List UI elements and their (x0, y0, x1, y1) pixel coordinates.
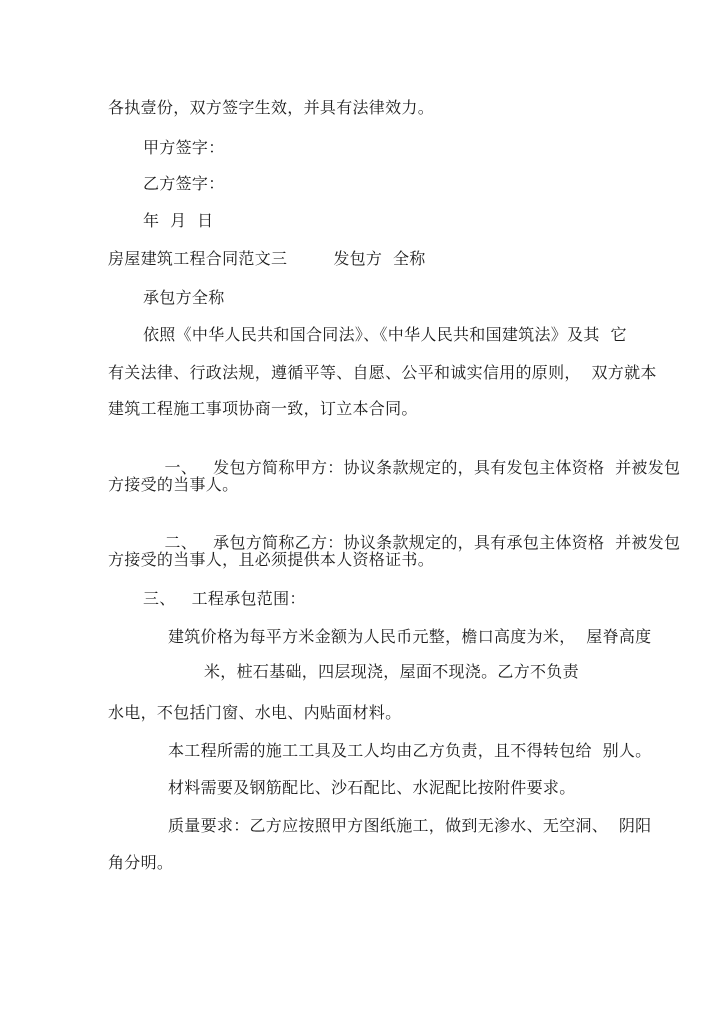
clause-2-line-2: 方接受的当事人，且必须提供本人资格证书。 (108, 550, 435, 569)
price-line-1: 建筑价格为每平方米金额为人民币元整，檐口高度为米， 屋脊高度 (168, 627, 652, 646)
clause-1-number: 一、 (164, 458, 198, 477)
intro-line-2: 有关法律、行政法规，遵循平等、自愿、公平和诚实信用的原则， 双方就本 (108, 363, 657, 382)
clause-3-heading: 工程承包范围： (191, 589, 306, 608)
date-line: 年 月 日 (143, 211, 214, 230)
document-title-row (108, 249, 426, 269)
intro-line-1: 依照《中华人民共和国合同法》、《中华人民共和国建筑法》及其 它 (143, 325, 627, 344)
price-line-3: 水电，不包括门窗、水电、内贴面材料。 (108, 703, 402, 722)
tools-line: 本工程所需的施工工具及工人均由乙方负责，且不得转包给 别人。 (168, 741, 652, 760)
intro-line-3: 建筑工程施工事项协商一致，订立本合同。 (108, 399, 418, 418)
signature-party-b: 乙方签字： (143, 174, 225, 193)
quality-line-1: 质量要求：乙方应按照甲方图纸施工，做到无渗水、无空洞、 阴阳 (168, 816, 652, 835)
price-line-2: 米，桩石基础，四层现浇，屋面不现浇。乙方不负责 (204, 662, 579, 681)
clause-2-number: 二、 (164, 533, 198, 552)
document-title: 房屋建筑工程合同范文三 (108, 249, 288, 268)
clause-1-line-2: 方接受的当事人。 (108, 475, 239, 494)
clause-1-text: 发包方简称甲方：协议条款规定的，具有发包主体资格 并被发包 (213, 458, 681, 477)
clause-2-text: 承包方简称乙方：协议条款规定的，具有承包主体资格 并被发包 (213, 533, 681, 552)
employer-label: 发包方 全称 (333, 249, 426, 268)
contractor-label: 承包方全称 (143, 288, 225, 307)
continuation-line: 各执壹份，双方签字生效，并具有法律效力。 (108, 98, 435, 117)
signature-party-a: 甲方签字： (143, 138, 225, 157)
clause-3-number: 三、 (143, 589, 176, 608)
quality-line-2: 角分明。 (108, 853, 174, 872)
materials-line: 材料需要及钢筋配比、沙石配比、水泥配比按附件要求。 (168, 778, 576, 797)
clause-3-heading-row (143, 589, 306, 609)
